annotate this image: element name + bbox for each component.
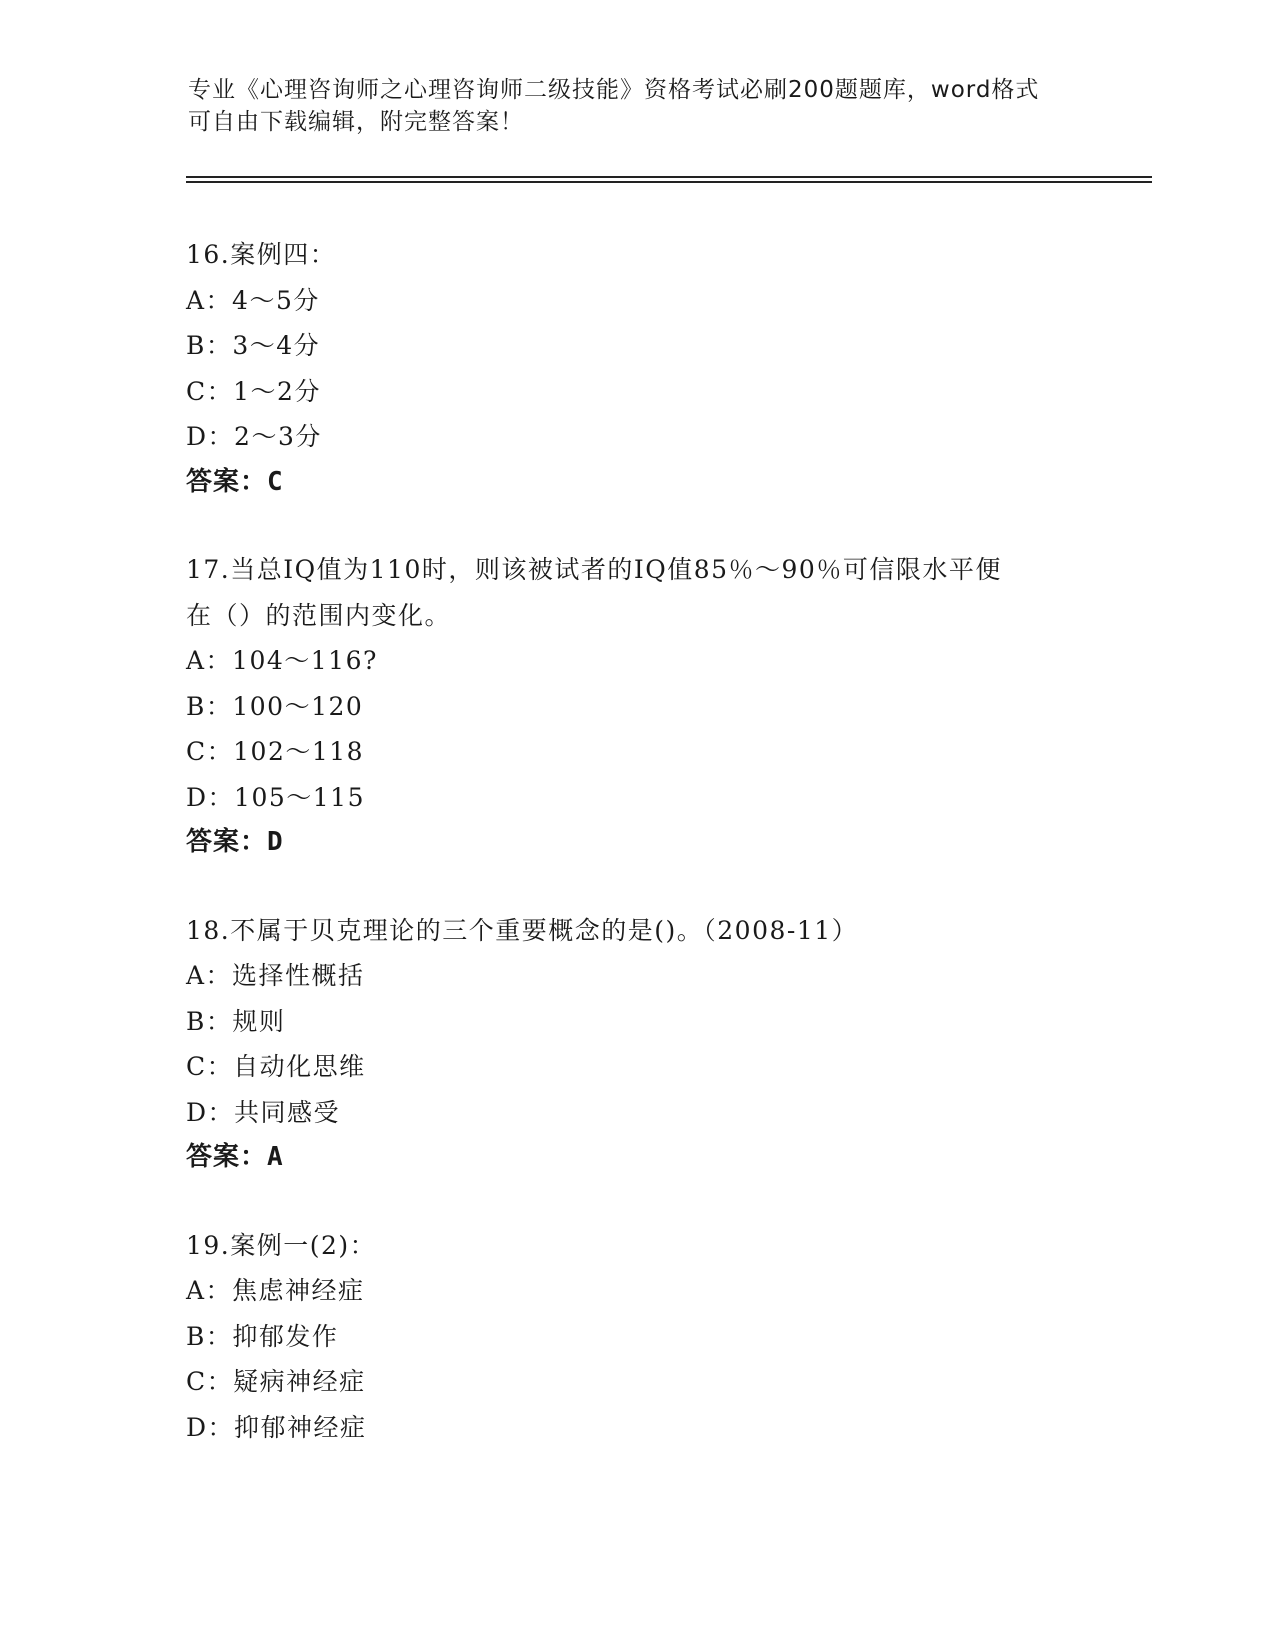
question-stem: 16.案例四：	[186, 240, 337, 269]
option-a: A：4～5分	[186, 285, 320, 315]
header-divider-bottom	[186, 181, 1152, 183]
answer-value: A	[267, 1142, 284, 1172]
option-a: A：选择性概括	[186, 961, 365, 990]
option-b: B：抑郁发作	[186, 1321, 339, 1351]
question-list	[186, 232, 1106, 1492]
document-header	[188, 74, 1088, 138]
option-c: C：1～2分	[186, 376, 321, 406]
option-d: D：抑郁神经症	[186, 1412, 367, 1442]
answer-line	[186, 820, 1106, 866]
option-d: D：2～3分	[186, 422, 322, 451]
answer-line	[186, 1135, 1106, 1181]
option-c: C：疑病神经症	[186, 1367, 366, 1396]
answer-label: 答案：	[186, 1142, 268, 1172]
answer-label: 答案：	[186, 827, 268, 857]
header-divider-top	[186, 176, 1152, 178]
answer-value: C	[267, 466, 284, 497]
question-stem: 17.当总IQ值为110时，则该被试者的IQ值85％～90％可信限水平便	[186, 555, 1002, 584]
header-line-1: 专业《心理咨询师之心理咨询师二级技能》资格考试必刷200题题库，word格式	[188, 77, 1040, 103]
option-c: C：102～118	[186, 737, 365, 766]
answer-value: D	[267, 827, 284, 857]
answer-label: 答案：	[186, 466, 268, 497]
answer-line	[186, 460, 1106, 506]
header-line-2: 可自由下载编辑，附完整答案！	[188, 109, 524, 135]
question-16	[186, 232, 1106, 505]
question-stem-continued: 在（）的范围内变化。	[186, 600, 452, 630]
option-b: B：规则	[186, 1006, 286, 1036]
option-a: A：104～116?	[186, 646, 378, 675]
question-17	[186, 547, 1106, 866]
question-19	[186, 1223, 1106, 1451]
option-d: D：共同感受	[186, 1097, 341, 1127]
question-stem: 18.不属于贝克理论的三个重要概念的是()。（2008-11）	[186, 915, 859, 945]
question-stem: 19.案例一(2)：	[186, 1230, 377, 1260]
option-a: A：焦虑神经症	[186, 1276, 365, 1305]
option-b: B：3～4分	[186, 331, 321, 360]
question-18	[186, 908, 1106, 1181]
option-d: D：105～115	[186, 782, 365, 812]
option-c: C：自动化思维	[186, 1052, 366, 1081]
option-b: B：100～120	[186, 691, 364, 721]
